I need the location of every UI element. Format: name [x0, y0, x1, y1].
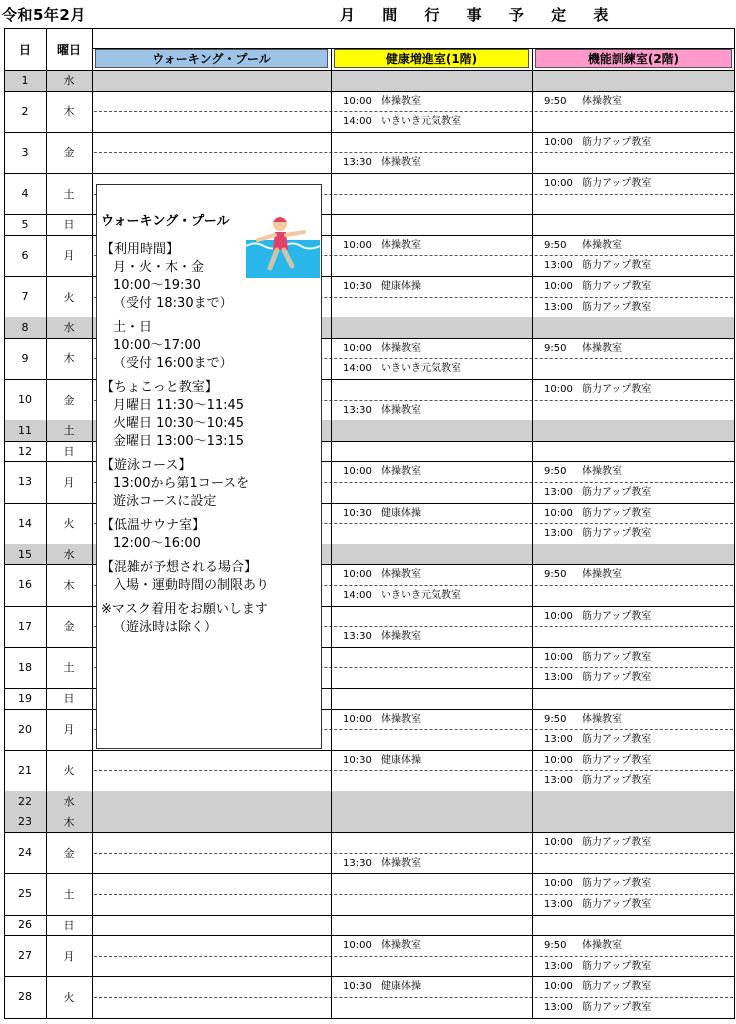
training-event — [544, 179, 651, 189]
info-line: 【利用時間】 — [101, 242, 180, 257]
health-event — [343, 467, 421, 477]
event-name: 筋力アップ教室 — [582, 1002, 652, 1013]
event-name: 筋力アップ教室 — [582, 878, 652, 890]
info-line: 13:00から第1コースを — [113, 476, 250, 491]
era-month-title: 令和5年2月 — [2, 6, 86, 24]
info-line: 月・火・木・金 — [113, 260, 205, 275]
event-time: 13:30 — [343, 857, 372, 869]
info-line: ※マスク着用をお願いします — [101, 602, 268, 617]
event-time: 10:30 — [343, 507, 372, 519]
schedule-title: 月 間 行 事 予 定 表 — [340, 6, 620, 24]
event-name: 健康体操 — [381, 507, 421, 519]
event-time: 10:00 — [544, 754, 573, 766]
weekday-label: 水 — [63, 321, 75, 335]
event-name: 筋力アップ教室 — [582, 981, 652, 993]
event-time: 9:50 — [544, 713, 567, 725]
event-name: 体操教室 — [381, 940, 421, 952]
event-name: 体操教室 — [582, 466, 622, 478]
day-column-header: 日 — [18, 42, 31, 57]
health-event — [343, 859, 421, 869]
day-number: 23 — [18, 815, 32, 829]
health-event — [343, 509, 421, 519]
weekday-label: 月 — [63, 475, 75, 489]
training-event — [544, 97, 622, 107]
event-name: 体操教室 — [381, 713, 421, 725]
event-time: 13:00 — [544, 1002, 573, 1013]
event-time: 10:00 — [343, 95, 372, 107]
weekday-label: 土 — [63, 661, 75, 675]
event-time: 10:30 — [343, 281, 372, 292]
event-name: 筋力アップ教室 — [582, 260, 652, 272]
training-event — [544, 570, 622, 580]
weekday-label: 土 — [63, 187, 75, 201]
day-number: 6 — [21, 248, 29, 262]
row-border — [4, 91, 735, 92]
event-name: 体操教室 — [381, 404, 421, 416]
event-time: 10:00 — [544, 981, 573, 993]
health-event — [343, 241, 421, 251]
row-divider-dashed — [94, 853, 733, 854]
event-name: いきいき元気教室 — [381, 116, 461, 128]
event-time: 10:00 — [544, 878, 573, 890]
row-divider-dashed — [94, 956, 733, 957]
weekday-label: 火 — [63, 517, 75, 531]
event-name: 筋力アップ教室 — [582, 651, 652, 663]
event-name: 筋力アップ教室 — [582, 281, 652, 292]
info-line: 【ちょこっと教室】 — [101, 380, 218, 395]
health-room-column-header: 健康増進室(1階) — [334, 49, 529, 68]
header-bottom-border — [4, 70, 735, 71]
health-event — [343, 941, 421, 951]
event-name: 体操教室 — [582, 95, 622, 107]
event-name: 筋力アップ教室 — [582, 487, 652, 498]
event-time: 14:00 — [343, 363, 372, 375]
event-name: 筋力アップ教室 — [582, 754, 652, 766]
training-event — [544, 509, 651, 519]
row-border — [4, 976, 735, 977]
row-border — [4, 873, 735, 874]
event-name: 体操教室 — [381, 857, 421, 869]
event-name: 体操教室 — [381, 239, 421, 251]
event-name: 体操教室 — [381, 466, 421, 478]
event-time: 9:50 — [544, 466, 567, 478]
event-name: 筋力アップ教室 — [582, 507, 652, 519]
training-event — [544, 776, 651, 786]
weekday-label: 月 — [63, 949, 75, 963]
weekday-label: 金 — [63, 846, 75, 860]
event-time: 13:30 — [343, 404, 372, 416]
swimmer-icon — [246, 210, 320, 278]
weekday-column-header: 曜日 — [56, 42, 81, 57]
event-time: 13:00 — [544, 672, 573, 684]
row-border — [4, 1018, 735, 1019]
event-name: 筋力アップ教室 — [582, 528, 652, 540]
event-time: 14:00 — [343, 116, 372, 128]
event-time: 10:00 — [343, 569, 372, 581]
event-name: 体操教室 — [582, 713, 622, 725]
training-event — [544, 1003, 651, 1013]
event-time: 10:00 — [544, 507, 573, 519]
row-divider-dashed — [94, 770, 733, 771]
day-number: 14 — [18, 516, 32, 530]
event-time: 13:00 — [544, 899, 573, 910]
event-time: 13:30 — [343, 631, 372, 643]
weekday-label: 金 — [63, 393, 75, 407]
health-event — [343, 344, 421, 354]
row-border — [4, 832, 735, 833]
weekday-label: 火 — [63, 290, 75, 304]
info-line: 入場・運動時間の制限あり — [113, 578, 270, 593]
weekday-label: 金 — [63, 620, 75, 634]
row-divider-dashed — [94, 152, 733, 153]
training-event — [544, 241, 622, 251]
day-number: 15 — [18, 547, 32, 561]
health-event — [343, 715, 421, 725]
column-border — [331, 48, 332, 1018]
day-number: 3 — [21, 145, 29, 159]
health-event — [343, 570, 421, 580]
day-number: 20 — [18, 722, 32, 736]
training-event — [544, 612, 651, 622]
day-number: 16 — [18, 578, 32, 592]
training-event — [544, 282, 651, 292]
training-event — [544, 467, 622, 477]
event-time: 9:50 — [544, 569, 567, 581]
info-box-lines — [101, 241, 321, 637]
event-time: 10:00 — [544, 384, 573, 395]
event-time: 10:30 — [343, 754, 372, 766]
weekday-label: 日 — [63, 692, 75, 706]
event-time: 13:30 — [343, 157, 372, 169]
event-time: 10:30 — [343, 981, 372, 993]
training-event — [544, 735, 651, 745]
event-time: 13:00 — [544, 734, 573, 746]
health-event — [343, 158, 421, 168]
training-event — [544, 488, 651, 498]
event-name: 体操教室 — [381, 569, 421, 581]
closed-day-shading — [4, 812, 735, 833]
weekday-label: 水 — [63, 795, 75, 809]
table-top-border — [4, 28, 735, 29]
event-name: 筋力アップ教室 — [582, 610, 652, 622]
event-name: 体操教室 — [582, 940, 622, 952]
day-number: 8 — [21, 320, 29, 334]
row-border — [4, 173, 735, 174]
training-event — [544, 673, 651, 683]
health-event — [343, 632, 421, 642]
column-border — [46, 28, 47, 1018]
event-time: 10:00 — [544, 610, 573, 622]
training-event — [544, 303, 651, 313]
day-number: 28 — [18, 990, 32, 1004]
column-border — [4, 28, 5, 1018]
training-event — [544, 138, 651, 148]
weekday-label: 金 — [63, 146, 75, 160]
info-line: 【遊泳コース】 — [101, 458, 192, 473]
row-border — [4, 132, 735, 133]
info-line: 【混雑が予想される場合】 — [101, 560, 258, 575]
day-number: 25 — [18, 887, 32, 901]
training-room-column-header: 機能訓練室(2階) — [535, 49, 732, 68]
training-event — [544, 982, 651, 992]
health-event — [343, 117, 461, 127]
info-line: 【低温サウナ室】 — [101, 518, 206, 533]
info-line: （遊泳時は除く） — [113, 620, 218, 635]
health-event — [343, 364, 461, 374]
info-line: 10:00〜17:00 — [113, 338, 201, 353]
weekday-label: 水 — [63, 74, 75, 88]
day-number: 7 — [21, 290, 29, 304]
day-number: 11 — [18, 423, 32, 437]
weekday-label: 水 — [63, 548, 75, 562]
event-name: 筋力アップ教室 — [582, 734, 652, 746]
event-name: 体操教室 — [381, 631, 421, 643]
day-number: 4 — [21, 187, 29, 201]
training-event — [544, 962, 651, 972]
row-divider-dashed — [94, 111, 733, 112]
weekday-label: 日 — [63, 445, 75, 459]
training-event — [544, 756, 651, 766]
weekday-label: 木 — [63, 578, 75, 592]
training-event — [544, 879, 651, 889]
closed-day-shading — [4, 791, 735, 812]
event-time: 10:00 — [343, 466, 372, 478]
event-name: 筋力アップ教室 — [582, 136, 652, 148]
column-border — [92, 28, 93, 1018]
day-number: 9 — [21, 351, 29, 365]
event-name: 健康体操 — [381, 981, 421, 993]
event-time: 10:00 — [544, 178, 573, 189]
header-mid-border — [92, 48, 735, 49]
info-line: 土・日 — [113, 320, 153, 335]
info-line: 火曜日 10:30〜10:45 — [113, 416, 245, 431]
event-time: 10:00 — [343, 940, 372, 952]
training-event — [544, 344, 622, 354]
info-line: 10:00〜19:30 — [113, 278, 201, 293]
event-name: 健康体操 — [381, 754, 421, 766]
training-event — [544, 653, 651, 663]
pool-column-header: ウォーキング・プール — [95, 49, 328, 68]
event-time: 13:00 — [544, 960, 573, 972]
event-name: 体操教室 — [582, 239, 622, 251]
info-line: （受付 16:00まで） — [113, 356, 233, 371]
event-time: 9:50 — [544, 239, 567, 251]
event-time: 13:00 — [544, 775, 573, 787]
weekday-label: 日 — [63, 218, 75, 232]
training-event — [544, 529, 651, 539]
event-name: 健康体操 — [381, 281, 421, 292]
event-name: 筋力アップ教室 — [582, 301, 652, 313]
day-number: 27 — [18, 949, 32, 963]
event-time: 13:00 — [544, 260, 573, 272]
weekday-label: 土 — [63, 887, 75, 901]
training-event — [544, 385, 651, 395]
day-number: 18 — [18, 660, 32, 674]
event-time: 9:50 — [544, 95, 567, 107]
event-time: 10:00 — [544, 281, 573, 292]
health-event — [343, 756, 421, 766]
event-time: 13:00 — [544, 528, 573, 540]
event-name: 体操教室 — [381, 342, 421, 354]
day-number: 24 — [18, 846, 32, 860]
info-line: 遊泳コースに設定 — [113, 494, 217, 509]
row-border — [4, 750, 735, 751]
info-line: 月曜日 11:30〜11:45 — [113, 398, 245, 413]
day-number: 19 — [18, 691, 32, 705]
event-time: 10:00 — [544, 136, 573, 148]
event-time: 13:00 — [544, 301, 573, 313]
day-number: 5 — [21, 217, 29, 231]
weekday-label: 月 — [63, 723, 75, 737]
health-event — [343, 591, 461, 601]
event-time: 14:00 — [343, 590, 372, 601]
row-divider-dashed — [94, 894, 733, 895]
training-event — [544, 261, 651, 271]
info-line: 金曜日 13:00〜13:15 — [113, 434, 245, 449]
row-border — [4, 935, 735, 936]
event-time: 9:50 — [544, 342, 567, 354]
event-name: 筋力アップ教室 — [582, 960, 652, 972]
event-name: 体操教室 — [381, 157, 421, 169]
event-name: 筋力アップ教室 — [582, 899, 652, 910]
training-event — [544, 900, 651, 910]
weekday-label: 土 — [63, 424, 75, 438]
event-time: 10:00 — [343, 239, 372, 251]
event-time: 10:00 — [343, 342, 372, 354]
event-name: 筋力アップ教室 — [582, 775, 652, 787]
event-name: 筋力アップ教室 — [582, 672, 652, 684]
weekday-label: 木 — [63, 815, 75, 829]
day-number: 13 — [18, 475, 32, 489]
day-number: 22 — [18, 794, 32, 808]
weekday-label: 火 — [63, 764, 75, 778]
weekday-label: 月 — [63, 249, 75, 263]
closed-day-shading — [4, 70, 735, 91]
event-name: 筋力アップ教室 — [582, 178, 652, 189]
event-name: 体操教室 — [582, 569, 622, 581]
health-event — [343, 982, 421, 992]
day-number: 12 — [18, 444, 32, 458]
training-event — [544, 941, 622, 951]
event-time: 10:00 — [544, 651, 573, 663]
row-border — [4, 915, 735, 916]
info-line: 12:00〜16:00 — [113, 536, 201, 551]
column-border — [734, 28, 735, 1018]
event-name: いきいき元気教室 — [381, 363, 461, 375]
health-event — [343, 97, 421, 107]
training-event — [544, 838, 651, 848]
health-event — [343, 406, 421, 416]
event-name: 体操教室 — [381, 95, 421, 107]
day-number: 1 — [21, 73, 29, 87]
weekday-label: 火 — [63, 990, 75, 1004]
day-number: 26 — [18, 918, 32, 932]
event-name: 筋力アップ教室 — [582, 384, 652, 395]
event-time: 10:00 — [343, 713, 372, 725]
weekday-label: 木 — [63, 352, 75, 366]
day-number: 17 — [18, 619, 32, 633]
event-name: 体操教室 — [582, 342, 622, 354]
event-name: いきいき元気教室 — [381, 590, 461, 601]
info-line: （受付 18:30まで） — [113, 296, 233, 311]
training-event — [544, 715, 622, 725]
row-divider-dashed — [94, 997, 733, 998]
event-time: 10:00 — [544, 837, 573, 849]
health-event — [343, 282, 421, 292]
event-time: 9:50 — [544, 940, 567, 952]
day-number: 10 — [18, 393, 32, 407]
info-box-title: ウォーキング・プール — [101, 214, 230, 229]
event-time: 13:00 — [544, 487, 573, 498]
day-number: 2 — [21, 104, 29, 118]
weekday-label: 木 — [63, 105, 75, 119]
weekday-label: 日 — [63, 918, 75, 932]
column-border — [532, 48, 533, 1018]
event-name: 筋力アップ教室 — [582, 837, 652, 849]
day-number: 21 — [18, 763, 32, 777]
